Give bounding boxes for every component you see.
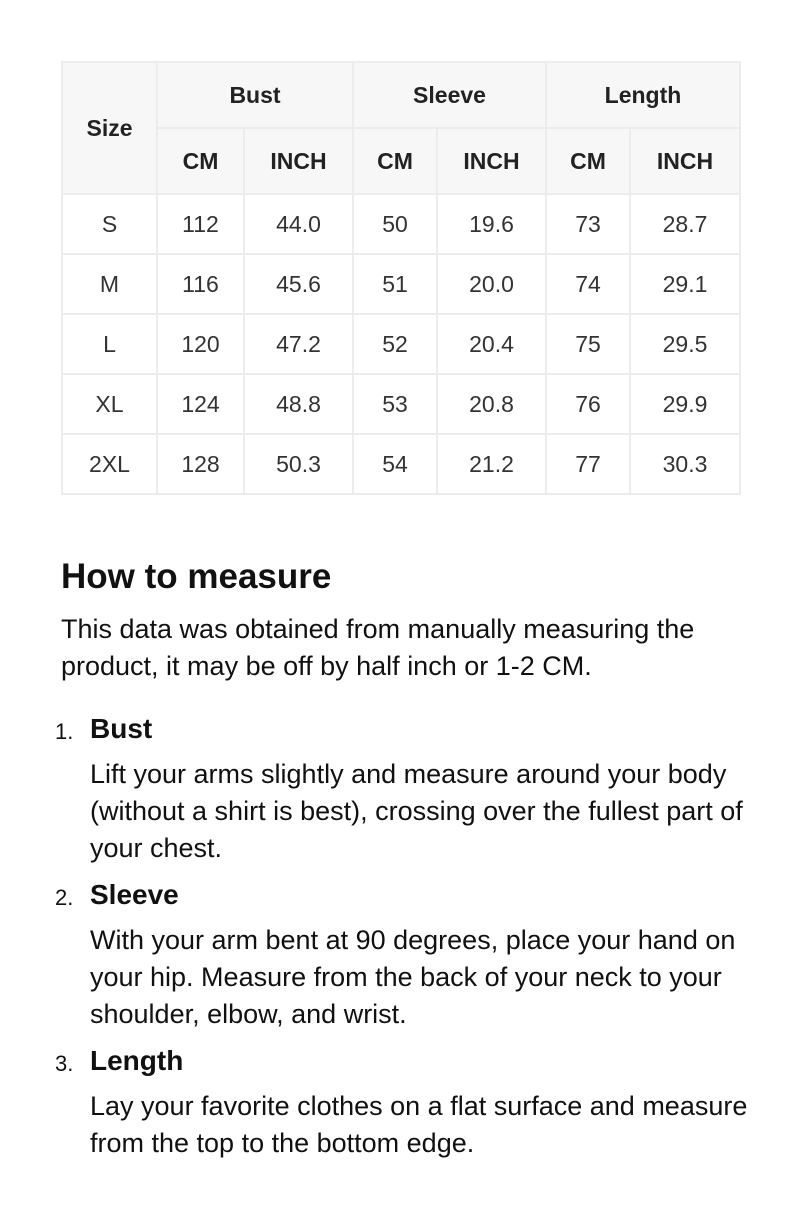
bust-cm-cell: 120: [157, 314, 244, 374]
size-cell: 2XL: [62, 434, 157, 494]
step-number: 1.: [55, 719, 74, 744]
table-row: [62, 254, 740, 314]
unit-header-length-inch: INCH: [630, 128, 740, 194]
bust-cm-cell: 124: [157, 374, 244, 434]
step-description: With your arm bent at 90 degrees, place your hand on your hip. Measure from the back of your neck to your shoulder, elbow, and wrist.: [90, 925, 736, 1029]
length-cm-cell: 77: [546, 434, 630, 494]
length-group-header: Length: [546, 62, 740, 128]
length-inch-cell: 29.5: [630, 314, 740, 374]
bust-cm-cell: 112: [157, 194, 244, 254]
measuring-guide: [55, 555, 751, 1172]
step-sleeve: [55, 877, 751, 1033]
sleeve-cm-cell: 52: [353, 314, 437, 374]
bust-cm-cell: 116: [157, 254, 244, 314]
sleeve-inch-cell: 20.4: [437, 314, 546, 374]
step-number: 3.: [55, 1051, 74, 1076]
size-cell: L: [62, 314, 157, 374]
guide-intro: This data was obtained from manually measuring the product, it may be off by half inch or 1-2 CM.: [61, 614, 695, 681]
step-title: Length: [90, 1045, 184, 1076]
bust-inch-cell: 47.2: [244, 314, 353, 374]
sleeve-cm-cell: 53: [353, 374, 437, 434]
table-row: [62, 194, 740, 254]
size-cell: XL: [62, 374, 157, 434]
unit-header-bust-cm: CM: [157, 128, 244, 194]
bust-inch-cell: 45.6: [244, 254, 353, 314]
bust-inch-cell: 44.0: [244, 194, 353, 254]
unit-header-length-cm: CM: [546, 128, 630, 194]
size-chart-table: [61, 61, 741, 495]
length-cm-cell: 73: [546, 194, 630, 254]
bust-inch-cell: 48.8: [244, 374, 353, 434]
step-title: Bust: [90, 713, 153, 744]
step-bust: [55, 711, 751, 867]
step-title: Sleeve: [90, 879, 179, 910]
sleeve-cm-cell: 51: [353, 254, 437, 314]
bust-group-header: Bust: [157, 62, 353, 128]
length-cm-cell: 76: [546, 374, 630, 434]
sleeve-inch-cell: 20.8: [437, 374, 546, 434]
sleeve-cm-cell: 54: [353, 434, 437, 494]
sleeve-cm-cell: 50: [353, 194, 437, 254]
length-inch-cell: 29.1: [630, 254, 740, 314]
length-cm-cell: 74: [546, 254, 630, 314]
table-row: [62, 434, 740, 494]
sleeve-inch-cell: 20.0: [437, 254, 546, 314]
sleeve-inch-cell: 21.2: [437, 434, 546, 494]
step-description: Lift your arms slightly and measure around your body (without a shirt is best), crossing over the fullest part of your chest.: [90, 759, 743, 863]
step-number: 2.: [55, 885, 74, 910]
length-inch-cell: 28.7: [630, 194, 740, 254]
length-cm-cell: 75: [546, 314, 630, 374]
unit-header-sleeve-inch: INCH: [437, 128, 546, 194]
table-row: [62, 374, 740, 434]
unit-header-sleeve-cm: CM: [353, 128, 437, 194]
bust-inch-cell: 50.3: [244, 434, 353, 494]
bust-cm-cell: 128: [157, 434, 244, 494]
length-inch-cell: 30.3: [630, 434, 740, 494]
length-inch-cell: 29.9: [630, 374, 740, 434]
header-row-units: [62, 128, 740, 194]
unit-header-bust-inch: INCH: [244, 128, 353, 194]
header-row-groups: [62, 62, 740, 128]
measuring-steps-list: [55, 711, 751, 1162]
table-row: [62, 314, 740, 374]
size-column-header: Size: [62, 62, 157, 194]
size-cell: M: [62, 254, 157, 314]
sleeve-inch-cell: 19.6: [437, 194, 546, 254]
size-cell: S: [62, 194, 157, 254]
step-description: Lay your favorite clothes on a flat surface and measure from the top to the bottom edge.: [90, 1091, 748, 1158]
step-length: [55, 1043, 751, 1162]
sleeve-group-header: Sleeve: [353, 62, 546, 128]
guide-title: How to measure: [61, 557, 332, 596]
table-header: [62, 62, 740, 194]
table-body: [62, 194, 740, 494]
